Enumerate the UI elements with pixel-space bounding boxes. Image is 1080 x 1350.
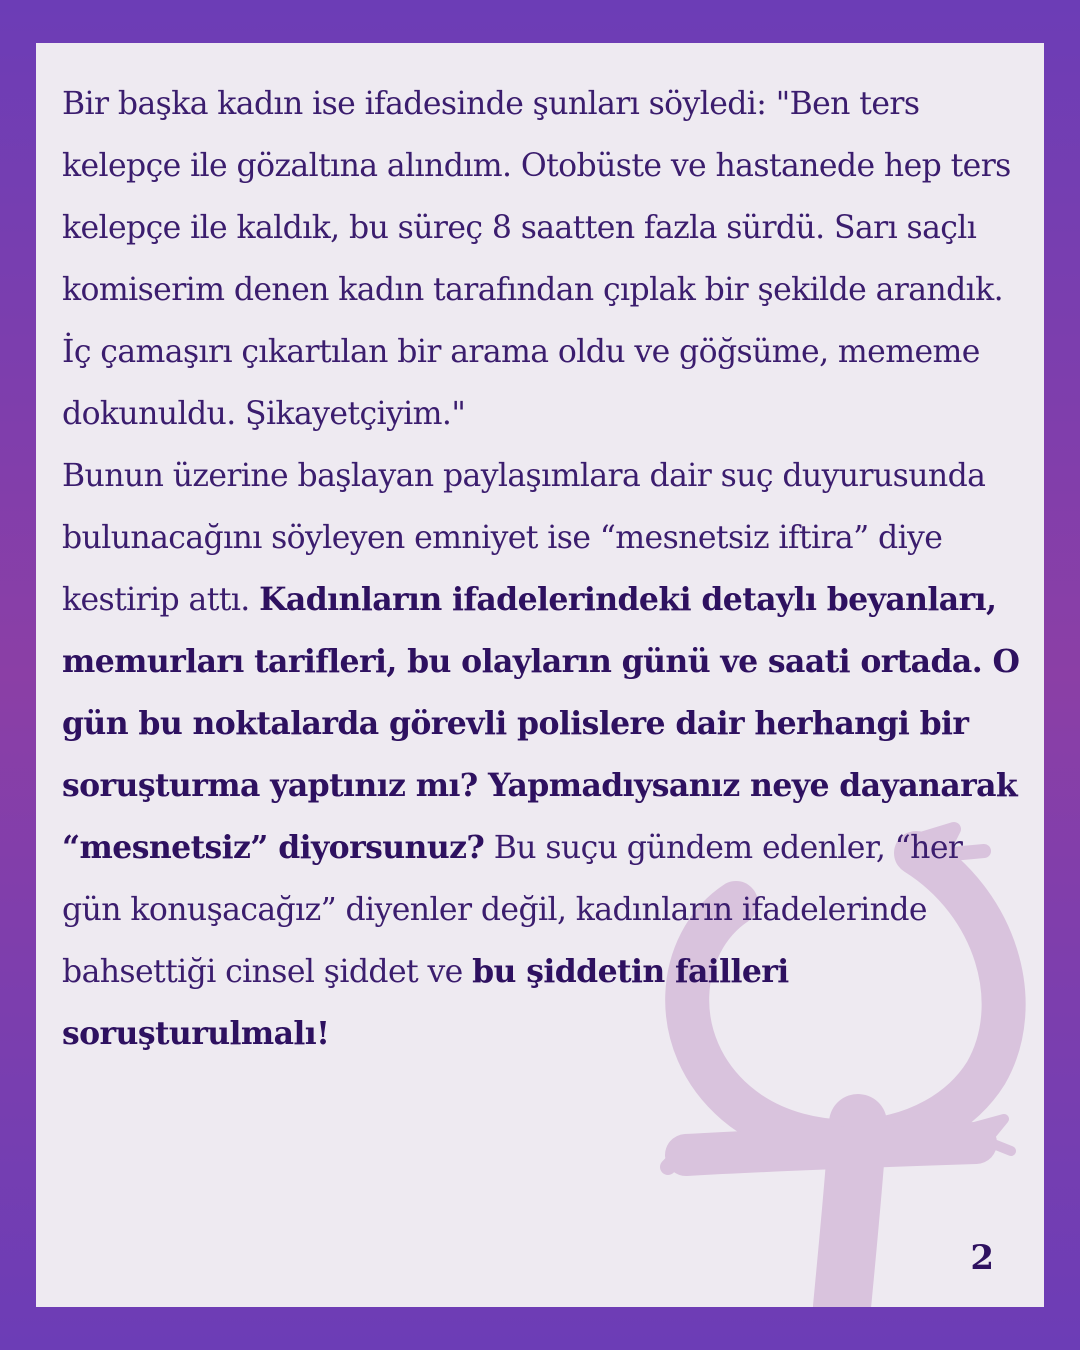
paragraph-response	[62, 445, 1022, 1065]
page-number: 2	[970, 1238, 994, 1278]
content-card	[36, 43, 1044, 1307]
article-text	[62, 73, 1022, 1065]
response-text: Bunun üzerine başlayan paylaşımlara dair suç duyurusunda bulunacağını söyleyen emniyet ise “mesnetsiz iftira” diye kestirip attı.	[62, 458, 986, 618]
paragraph-testimony: Bir başka kadın ise ifadesinde şunları söyledi: "Ben ters kelepçe ile gözaltına alındım. Otobüste ve hastanede hep ters kelepçe ile kaldık, bu süreç 8 saatten fazla sürdü. Sarı saçlı komiserim denen kadın tarafından çıplak bir şekilde arandık. İç çamaşırı çıkartılan bir arama oldu ve göğsüme, mememe dokunuldu. Şikayetçiyim."	[62, 86, 1011, 432]
response-text-continued: Bu suçu gündem edenler, “her gün konuşacağız” diyenler değil, kadınların ifadelerinde bahsettiği cinsel şiddet ve	[62, 830, 963, 990]
bold-question-text: Kadınların ifadelerindeki detaylı beyanları, memurları tarifleri, bu olayların günü ve saati ortada. O gün bu noktalarda görevli polislere dair herhangi bir soruşturma yaptınız mı? Yapmadıysanız neye dayanarak “mesnetsiz” diyorsunuz?	[62, 581, 1020, 866]
bold-demand-text: bu şiddetin failleri soruşturulmalı!	[62, 953, 789, 1052]
